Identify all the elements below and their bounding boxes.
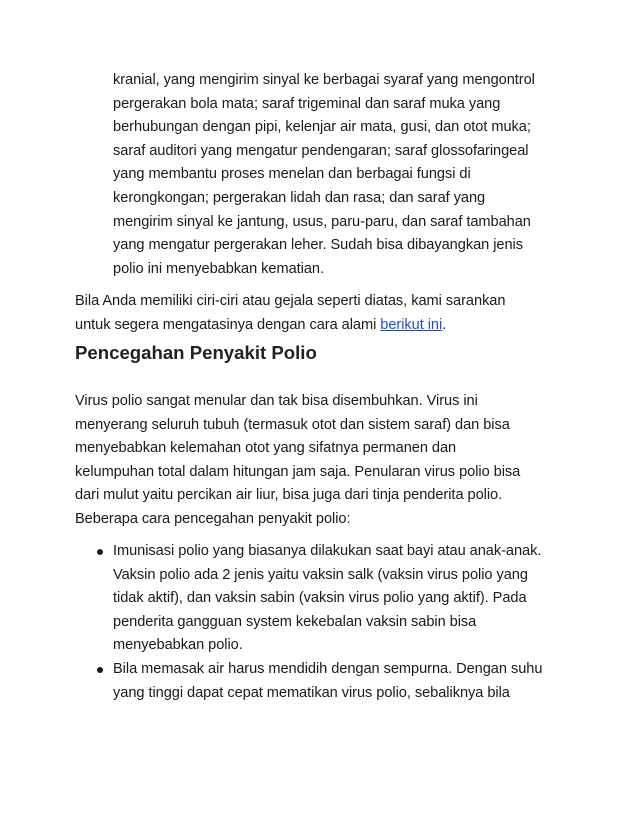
paragraph-line: Bila Anda memiliki ciri-ciri atau gejala seperti diatas, kami sarankan bbox=[75, 293, 506, 309]
paragraph-text: untuk segera mengatasinya dengan cara alami bbox=[75, 316, 381, 333]
intro-line: yang mengatur pergerakan leher. Sudah bisa dibayangkan jenis bbox=[113, 237, 523, 254]
paragraph-line: menyerang seluruh tubuh (termasuk otot dan sistem saraf) dan bisa bbox=[75, 416, 510, 433]
bullet-icon bbox=[97, 667, 103, 673]
bullet-line: Bila memasak air harus mendidih dengan sempurna. Dengan suhu bbox=[113, 660, 543, 677]
recommendation-paragraph bbox=[75, 290, 595, 337]
paragraph-line: menyebabkan kelemahan otot yang sifatnya permanen dan bbox=[75, 440, 457, 457]
intro-line: yang membantu proses menelan dan berbagai fungsi di bbox=[113, 166, 471, 183]
bullet-line: tidak aktif), dan vaksin sabin (vaksin virus polio yang aktif). Pada bbox=[113, 590, 527, 607]
paragraph-line: dari mulut yaitu percikan air liur, bisa juga dari tinja penderita polio. bbox=[75, 487, 503, 504]
intro-line: berhubungan dengan pipi, kelenjar air mata, gusi, dan otot muka; bbox=[113, 119, 531, 136]
bullet-icon bbox=[97, 549, 103, 555]
bullet-line: Imunisasi polio yang biasanya dilakukan saat bayi atau anak-anak. bbox=[113, 543, 542, 559]
list-item bbox=[75, 540, 595, 658]
prevention-bullet-list bbox=[75, 540, 595, 705]
bullet-line: menyebabkan polio. bbox=[113, 637, 243, 654]
paragraph-line: kelumpuhan total dalam hitungan jam saja. Penularan virus polio bisa bbox=[75, 463, 521, 480]
bullet-line: penderita gangguan system kekebalan vaksin sabin bisa bbox=[113, 613, 477, 630]
paragraph-line bbox=[75, 314, 595, 338]
bullet-line: Vaksin polio ada 2 jenis yaitu vaksin salk (vaksin virus polio yang bbox=[113, 566, 528, 583]
intro-line: polio ini menyebabkan kematian. bbox=[113, 260, 325, 277]
section-heading: Pencegahan Penyakit Polio bbox=[75, 342, 317, 363]
list-item bbox=[75, 658, 595, 705]
paragraph-text: . bbox=[442, 316, 447, 333]
berikut-ini-link[interactable]: berikut ini bbox=[380, 316, 443, 333]
intro-indented-block bbox=[113, 69, 593, 281]
intro-line: kerongkongan; pergerakan lidah dan rasa; dan saraf yang bbox=[113, 189, 486, 206]
paragraph-line: Beberapa cara pencegahan penyakit polio: bbox=[75, 510, 351, 527]
prevention-paragraph bbox=[75, 390, 595, 532]
intro-line: mengirim sinyal ke jantung, usus, paru-paru, dan saraf tambahan bbox=[113, 213, 531, 230]
paragraph-line: Virus polio sangat menular dan tak bisa disembuhkan. Virus ini bbox=[75, 393, 478, 409]
bullet-line: yang tinggi dapat cepat mematikan virus polio, sebaliknya bila bbox=[113, 684, 510, 701]
intro-line: kranial, yang mengirim sinyal ke berbagai syaraf yang mengontrol bbox=[113, 72, 535, 88]
intro-line: pergerakan bola mata; saraf trigeminal dan saraf muka yang bbox=[113, 95, 501, 112]
intro-line: saraf auditori yang mengatur pendengaran; saraf glossofaringeal bbox=[113, 142, 529, 159]
